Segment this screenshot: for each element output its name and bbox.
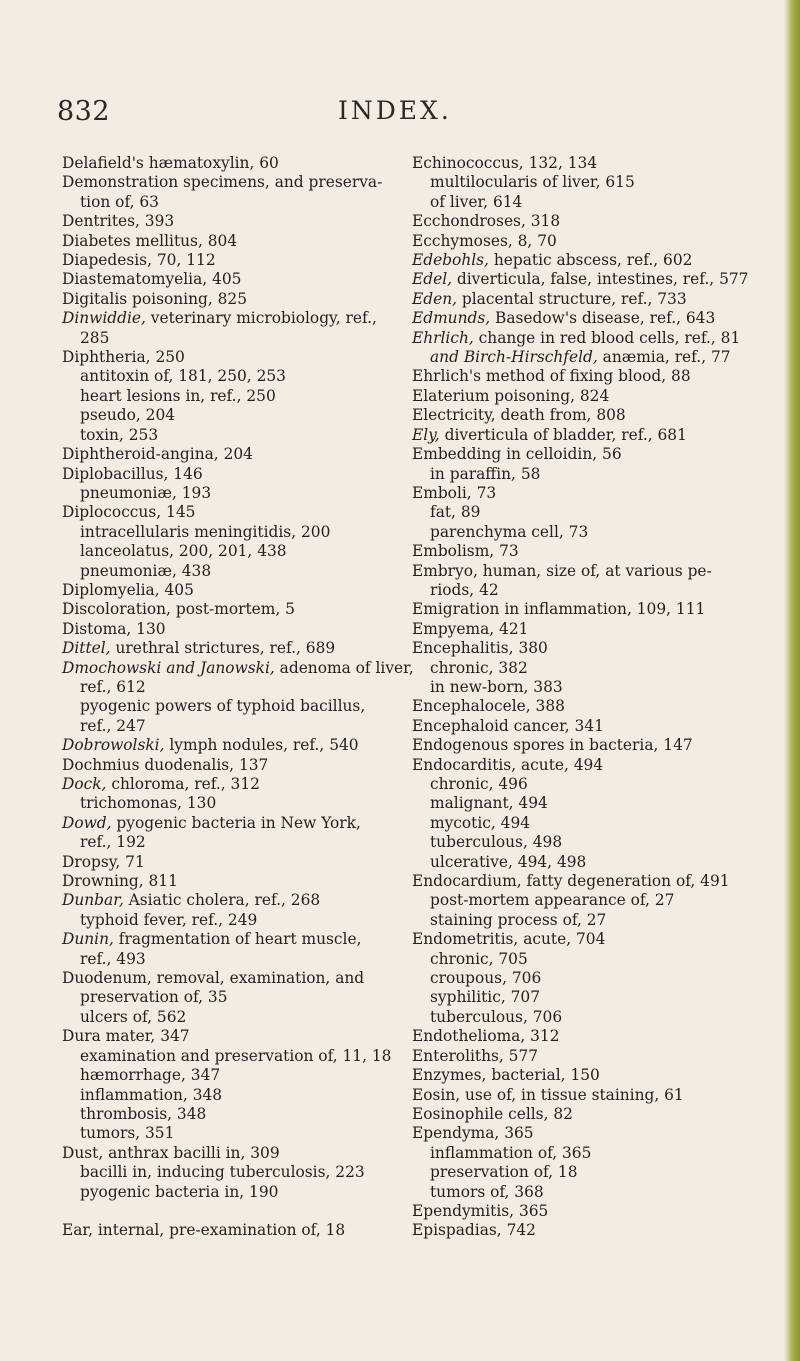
index-entry-text: chloroma, ref., 312	[106, 775, 260, 793]
index-entry	[412, 367, 790, 386]
index-entry-text: tumors of, 368	[430, 1182, 544, 1201]
index-subentry	[62, 1124, 406, 1143]
index-entry-text: ref., 192	[80, 833, 146, 852]
index-entry-text: ref., 612	[80, 677, 146, 696]
index-entry	[62, 309, 406, 328]
index-subentry	[412, 1163, 790, 1182]
index-entry-text: Dentrites, 393	[62, 212, 175, 231]
index-subentry	[412, 523, 790, 542]
index-entry	[412, 872, 790, 891]
index-entry-text: bacilli in, inducing tuberculosis, 223	[80, 1163, 365, 1182]
index-author-name: Dock,	[62, 775, 107, 793]
index-entry	[412, 251, 790, 270]
index-entry-text: tion of, 63	[80, 192, 159, 211]
index-entry-text: Endogenous spores in bacteria, 147	[412, 736, 693, 755]
index-entry	[412, 717, 790, 736]
index-entry	[62, 969, 406, 988]
index-entry	[412, 697, 790, 716]
index-entry	[412, 562, 790, 581]
index-entry-text: staining process of, 27	[430, 910, 607, 929]
index-entry-text: tuberculous, 498	[430, 833, 563, 852]
index-entry-text: post-mortem appearance of, 27	[430, 891, 675, 910]
index-entry	[412, 1086, 790, 1105]
index-entry-text: Diphtheroid-angina, 204	[62, 445, 253, 464]
index-subentry	[62, 988, 406, 1007]
index-author-name: Dinwiddie,	[62, 309, 146, 328]
index-entry-text: change in red blood cells, ref., 81	[473, 328, 741, 347]
index-entry	[412, 484, 790, 503]
index-entry-text: ulcers of, 562	[80, 1007, 187, 1026]
index-entry-text: tumors, 351	[80, 1124, 175, 1143]
index-entry-text: trichomonas, 130	[80, 794, 217, 813]
index-entry-text: Delafield's hæmatoxylin, 60	[62, 154, 279, 172]
index-entry-text: Distoma, 130	[62, 619, 166, 638]
index-author-name: Dowd,	[62, 813, 112, 832]
index-entry	[412, 426, 790, 445]
index-subentry	[412, 911, 790, 930]
index-author-name: Edebohls,	[412, 251, 489, 270]
index-entry-text: Discoloration, post-mortem, 5	[62, 600, 295, 619]
index-entry	[62, 639, 406, 658]
index-entry	[62, 348, 406, 367]
index-entry-text: pneumoniæ, 193	[80, 483, 212, 502]
index-entry-text: Drowning, 811	[62, 872, 178, 891]
index-subentry	[62, 950, 406, 969]
index-author-name: and Birch-Hirschfeld,	[430, 348, 598, 367]
index-subentry	[62, 367, 406, 386]
index-subentry	[62, 523, 406, 542]
index-entry	[412, 542, 790, 561]
index-entry	[412, 154, 790, 173]
index-entry	[412, 639, 790, 658]
index-entry	[62, 853, 406, 872]
index-author-name: Dmochowski and Janowski,	[62, 658, 275, 677]
index-subentry	[412, 891, 790, 910]
index-entry	[62, 775, 406, 794]
index-entry-text: fragmentation of heart muscle,	[113, 930, 362, 949]
index-author-name: Dittel,	[62, 639, 111, 658]
index-subentry	[62, 794, 406, 813]
index-entry	[62, 232, 406, 251]
index-entry-text: Ecchondroses, 318	[412, 212, 561, 231]
index-entry	[62, 251, 406, 270]
index-subentry	[412, 853, 790, 872]
index-entry	[62, 600, 406, 619]
index-entry	[62, 212, 406, 231]
index-subentry	[62, 562, 406, 581]
index-entry-text: Endocarditis, acute, 494	[412, 755, 604, 774]
index-entry-text: examination and preservation of, 11, 18	[80, 1046, 392, 1065]
index-author-name: Edmunds,	[412, 309, 491, 328]
index-entry-text: ulcerative, 494, 498	[430, 852, 587, 871]
index-entry-text: inflammation of, 365	[430, 1143, 592, 1162]
index-subentry	[62, 1086, 406, 1105]
index-entry-text: Encephaloid cancer, 341	[412, 716, 604, 735]
index-entry-text: parenchyma cell, 73	[430, 522, 589, 541]
index-entry-text: of liver, 614	[430, 192, 523, 211]
index-entry	[412, 1027, 790, 1046]
index-author-name: Ehrlich,	[412, 328, 474, 347]
index-subentry	[62, 329, 406, 348]
index-entry-text: ref., 493	[80, 949, 146, 968]
index-subentry	[412, 1008, 790, 1027]
index-entry-text: chronic, 705	[430, 949, 528, 968]
index-subentry	[412, 794, 790, 813]
index-entry	[412, 1221, 790, 1240]
index-entry-text: antitoxin of, 181, 250, 253	[80, 367, 286, 386]
index-entry-text: hepatic abscess, ref., 602	[488, 251, 693, 270]
index-subentry	[412, 1144, 790, 1163]
index-author-name: Ely,	[412, 425, 440, 444]
index-entry-text: riods, 42	[430, 580, 499, 599]
index-entry-text: Dropsy, 71	[62, 852, 145, 871]
index-entry	[62, 814, 406, 833]
index-entry-text: Ependyma, 365	[412, 1124, 534, 1143]
index-entry-text: Electricity, death from, 808	[412, 406, 626, 425]
index-subentry	[62, 484, 406, 503]
index-entry-text: Diplomyelia, 405	[62, 580, 194, 599]
index-subentry	[62, 1105, 406, 1124]
index-subentry	[62, 1163, 406, 1182]
index-entry	[412, 212, 790, 231]
index-entry-text: croupous, 706	[430, 969, 542, 988]
index-entry	[62, 620, 406, 639]
index-entry	[62, 270, 406, 289]
index-entry-text: Embedding in celloidin, 56	[412, 445, 622, 464]
index-entry-text: placental structure, ref., 733	[457, 289, 687, 308]
index-entry-text: Diapedesis, 70, 112	[62, 251, 216, 270]
index-entry-text: Dochmius duodenalis, 137	[62, 755, 269, 774]
index-entry-text: pyogenic bacteria in, 190	[80, 1182, 279, 1201]
index-entry-text: intracellularis meningitidis, 200	[80, 522, 331, 541]
index-entry-text: preservation of, 35	[80, 988, 228, 1007]
index-column-right	[412, 154, 790, 1241]
index-entry-text: Embryo, human, size of, at various pe-	[412, 561, 712, 580]
index-entry-text: Enzymes, bacterial, 150	[412, 1066, 600, 1085]
index-entry-text: Endothelioma, 312	[412, 1027, 560, 1046]
index-subentry	[412, 193, 790, 212]
index-subentry	[412, 581, 790, 600]
index-entry	[412, 309, 790, 328]
index-entry	[62, 154, 406, 173]
index-entry	[412, 329, 790, 348]
index-entry-text: adenoma of liver,	[274, 658, 414, 677]
index-entry-text: Elaterium poisoning, 824	[412, 386, 610, 405]
index-entry-text: Emboli, 73	[412, 483, 497, 502]
index-column-left	[62, 154, 414, 1241]
page-header	[0, 96, 790, 130]
index-entry	[62, 930, 406, 949]
index-entry-text: heart lesions in, ref., 250	[80, 386, 276, 405]
index-subentry	[412, 950, 790, 969]
index-subentry	[62, 1066, 406, 1085]
index-subentry	[412, 503, 790, 522]
index-subentry	[412, 814, 790, 833]
index-entry-text: Diphtheria, 250	[62, 348, 185, 367]
index-author-name: Dunin,	[62, 930, 114, 949]
index-entry-text: ref., 247	[80, 716, 146, 735]
index-subentry	[62, 1047, 406, 1066]
index-entry	[62, 581, 406, 600]
index-entry-text: thrombosis, 348	[80, 1104, 207, 1123]
index-entry-text: Asiatic cholera, ref., 268	[123, 891, 321, 910]
index-subentry	[412, 833, 790, 852]
index-subentry	[412, 465, 790, 484]
index-entry-text: Demonstration specimens, and preserva-	[62, 173, 383, 192]
index-entry-text: Basedow's disease, ref., 643	[490, 309, 716, 328]
page-number: 832	[57, 96, 111, 127]
index-entry	[412, 1124, 790, 1143]
index-entry-text: chronic, 496	[430, 775, 528, 793]
index-entry	[412, 445, 790, 464]
index-subentry	[412, 988, 790, 1007]
index-entry	[62, 891, 406, 910]
index-subentry	[412, 659, 790, 678]
index-entry-text: toxin, 253	[80, 425, 159, 444]
index-entry	[62, 290, 406, 309]
index-entry	[62, 503, 406, 522]
index-entry-text: Empyema, 421	[412, 619, 529, 638]
index-entry-text: Dust, anthrax bacilli in, 309	[62, 1143, 280, 1162]
index-entry-text: Diastematomyelia, 405	[62, 270, 242, 289]
index-entry-text: Ependymitis, 365	[412, 1201, 549, 1220]
index-entry-text: Dura mater, 347	[62, 1027, 190, 1046]
index-entry-text: diverticula of bladder, ref., 681	[439, 425, 687, 444]
index-gap	[62, 1202, 406, 1221]
index-subentry	[62, 426, 406, 445]
index-entry	[412, 1066, 790, 1085]
index-subentry	[412, 348, 790, 367]
index-entry	[412, 406, 790, 425]
index-entry-text: Endometritis, acute, 704	[412, 930, 606, 949]
index-entry	[412, 1202, 790, 1221]
index-subentry	[62, 387, 406, 406]
index-entry-text: Ehrlich's method of fixing blood, 88	[412, 367, 691, 386]
index-entry	[412, 736, 790, 755]
index-entry-text: typhoid fever, ref., 249	[80, 910, 258, 929]
index-entry-text: Diplococcus, 145	[62, 503, 196, 522]
index-entry	[412, 387, 790, 406]
index-subentry	[62, 193, 406, 212]
index-subentry	[412, 678, 790, 697]
index-entry	[412, 930, 790, 949]
index-subentry	[62, 697, 406, 716]
index-subentry	[62, 1008, 406, 1027]
index-entry	[412, 232, 790, 251]
index-entry	[412, 1047, 790, 1066]
index-entry-text: Diabetes mellitus, 804	[62, 231, 238, 250]
index-entry	[412, 756, 790, 775]
index-entry-text: pyogenic bacteria in New York,	[111, 813, 361, 832]
index-entry-text: Epispadias, 742	[412, 1221, 536, 1240]
index-entry-text: lymph nodules, ref., 540	[164, 736, 359, 755]
index-entry-text: in paraffin, 58	[430, 464, 541, 483]
index-entry-text: Endocardium, fatty degeneration of, 491	[412, 872, 730, 891]
index-entry-text: Duodenum, removal, examination, and	[62, 969, 365, 988]
index-entry-text: Echinococcus, 132, 134	[412, 154, 598, 172]
index-author-name: Dunbar,	[62, 891, 124, 910]
index-entry-text: Diplobacillus, 146	[62, 464, 203, 483]
index-entry-text: pneumoniæ, 438	[80, 561, 212, 580]
index-entry-text: Encephalitis, 380	[412, 639, 548, 658]
index-subentry	[62, 542, 406, 561]
index-entry-text: fat, 89	[430, 503, 481, 522]
running-head: INDEX.	[338, 96, 452, 125]
index-entry	[62, 872, 406, 891]
index-subentry	[62, 833, 406, 852]
index-entry-text: pyogenic powers of typhoid bacillus,	[80, 697, 366, 716]
index-entry-text: syphilitic, 707	[430, 988, 541, 1007]
index-subentry	[62, 406, 406, 425]
index-entry-text: pseudo, 204	[80, 406, 176, 425]
index-author-name: Eden,	[412, 289, 457, 308]
index-entry	[412, 600, 790, 619]
index-entry-text: hæmorrhage, 347	[80, 1066, 221, 1085]
index-entry-text: chronic, 382	[430, 658, 528, 677]
index-entry-text: Eosin, use of, in tissue staining, 61	[412, 1085, 684, 1104]
index-subentry	[62, 911, 406, 930]
index-entry	[412, 270, 790, 289]
index-entry-text: Emigration in inflammation, 109, 111	[412, 600, 706, 619]
index-entry-text: anæmia, ref., 77	[597, 348, 731, 367]
index-entry	[62, 445, 406, 464]
index-entry	[412, 290, 790, 309]
index-subentry	[412, 775, 790, 794]
index-entry	[62, 1144, 406, 1163]
index-entry	[62, 173, 406, 192]
index-entry-text: in new-born, 383	[430, 677, 563, 696]
index-entry-text: malignant, 494	[430, 794, 548, 813]
index-entry-text: Ecchymoses, 8, 70	[412, 231, 557, 250]
index-entry	[62, 1027, 406, 1046]
index-entry-text: mycotic, 494	[430, 813, 531, 832]
index-subentry	[412, 1183, 790, 1202]
index-entry-text: lanceolatus, 200, 201, 438	[80, 542, 287, 561]
index-author-name: Edel,	[412, 270, 453, 289]
index-subentry	[62, 1183, 406, 1202]
index-entry-text: Digitalis poisoning, 825	[62, 289, 247, 308]
index-entry-text: Enteroliths, 577	[412, 1046, 539, 1065]
index-entry	[412, 620, 790, 639]
index-entry	[412, 1105, 790, 1124]
index-entry-text: urethral strictures, ref., 689	[110, 639, 336, 658]
index-subentry	[62, 678, 406, 697]
index-entry-text: multilocularis of liver, 615	[430, 173, 635, 192]
index-author-name: Dobrowolski,	[62, 736, 165, 755]
index-subentry	[412, 173, 790, 192]
index-entry-text: Encephalocele, 388	[412, 697, 565, 716]
index-entry-text: diverticula, false, intestines, ref., 577	[452, 270, 749, 289]
index-entry-text: preservation of, 18	[430, 1163, 578, 1182]
index-entry	[62, 465, 406, 484]
index-subentry	[62, 717, 406, 736]
index-entry-text: veterinary microbiology, ref.,	[145, 309, 377, 328]
index-entry-text: inflammation, 348	[80, 1085, 223, 1104]
index-entry-text: Eosinophile cells, 82	[412, 1104, 573, 1123]
index-subentry	[412, 969, 790, 988]
index-entry	[62, 736, 406, 755]
index-entry-text: Ear, internal, pre-examination of, 18	[62, 1221, 346, 1240]
index-entry-text: tuberculous, 706	[430, 1007, 563, 1026]
index-entry-text: 285	[80, 328, 110, 347]
index-entry-text: Embolism, 73	[412, 542, 519, 561]
index-entry	[62, 756, 406, 775]
index-entry	[62, 658, 414, 678]
index-entry	[62, 1221, 406, 1240]
